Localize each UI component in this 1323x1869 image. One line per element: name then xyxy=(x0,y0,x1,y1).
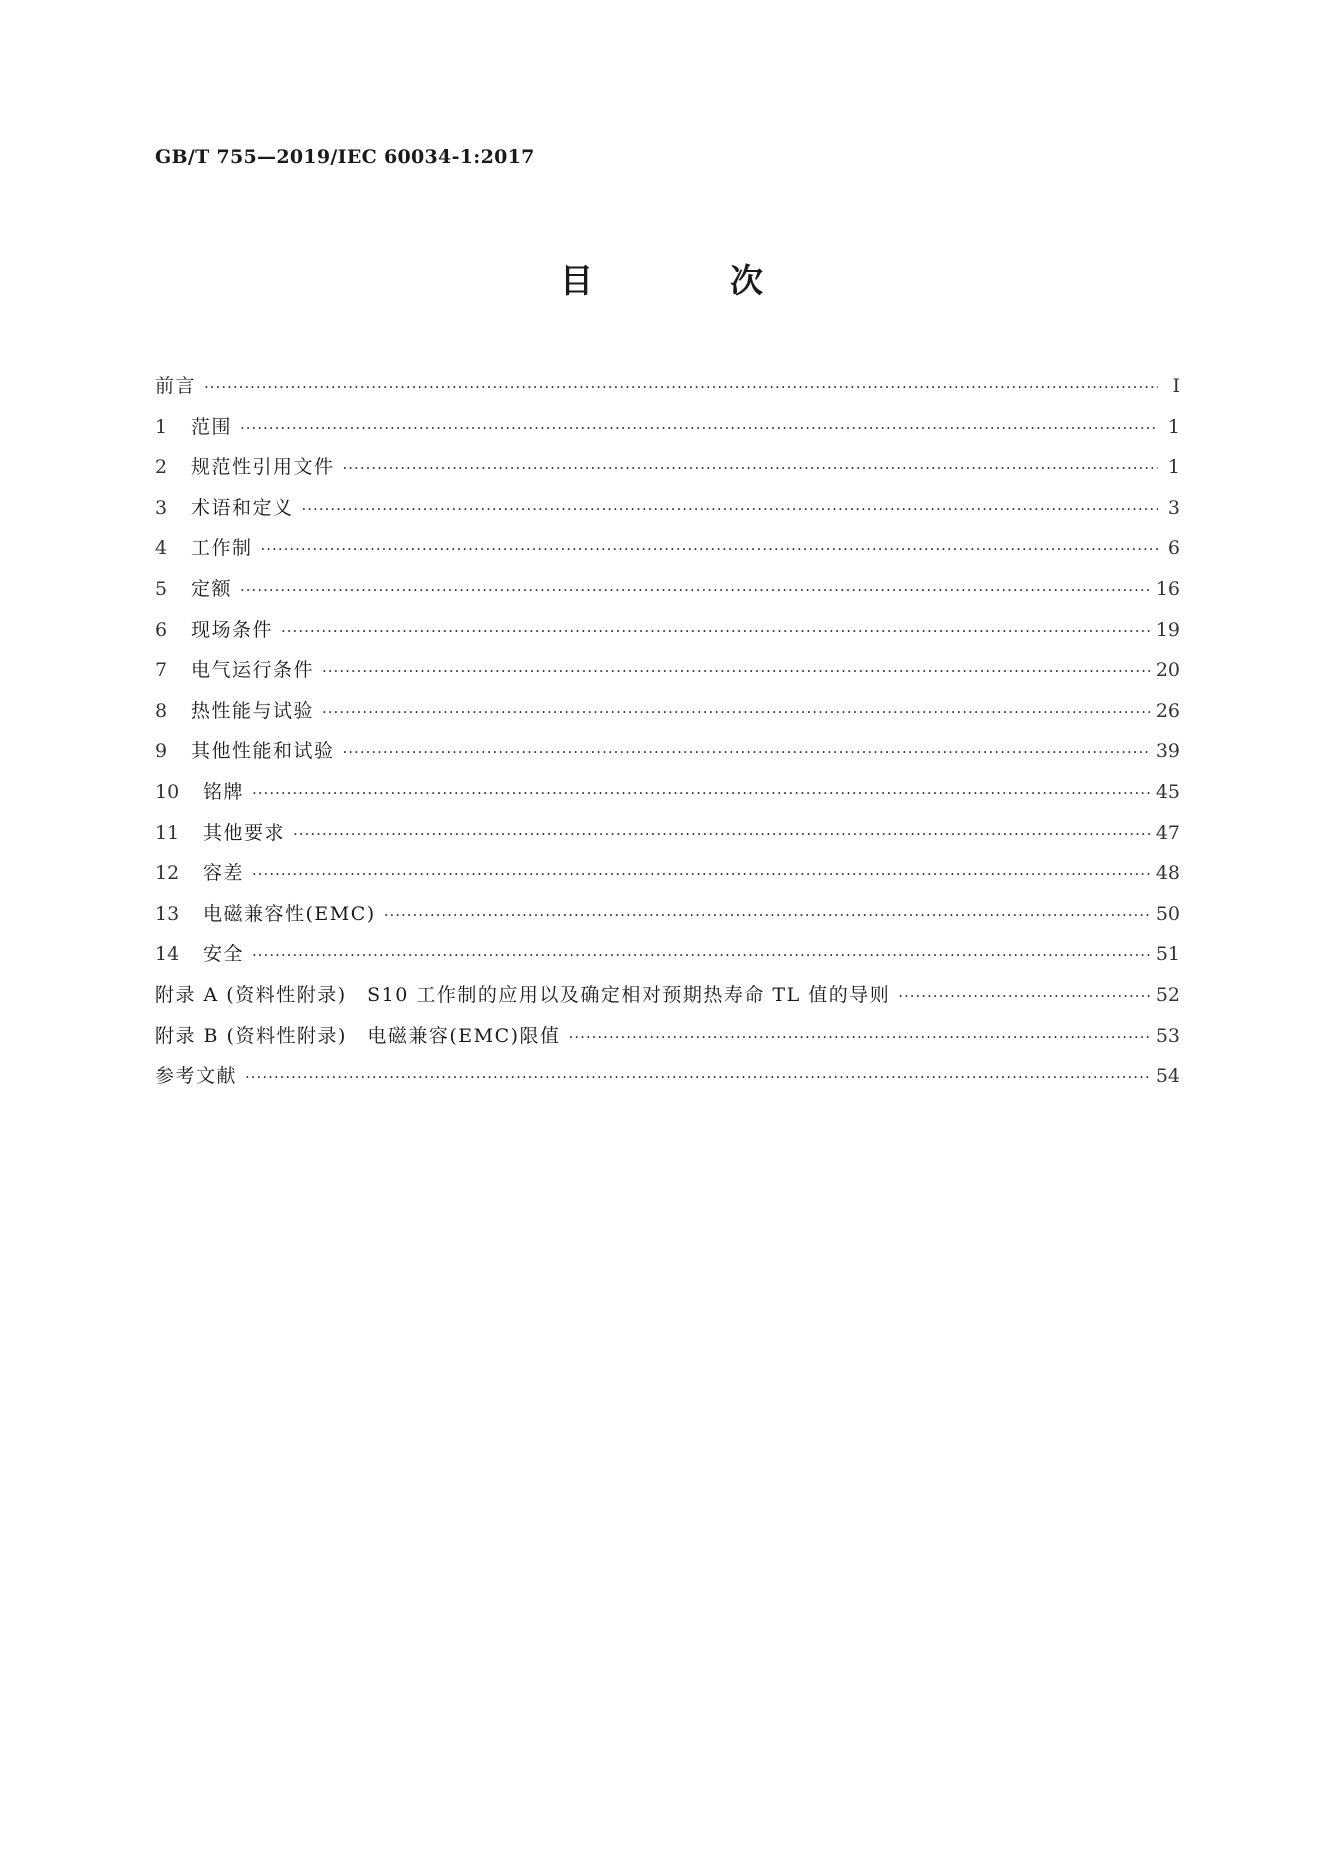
toc-entry-page: 48 xyxy=(1155,862,1180,885)
toc-entry-page: 26 xyxy=(1155,699,1180,722)
toc-entry-page: 50 xyxy=(1155,902,1180,925)
toc-entry-number: 13 xyxy=(155,902,180,925)
toc-entry-11[interactable] xyxy=(155,813,1180,854)
toc-entry-number: 2 xyxy=(155,456,168,479)
toc-list xyxy=(155,366,1180,1097)
toc-entry-page: 45 xyxy=(1155,780,1180,803)
toc-entry-page: 39 xyxy=(1155,740,1180,763)
toc-entry-annex-b[interactable] xyxy=(155,1016,1180,1057)
toc-entry-number: 14 xyxy=(155,943,180,966)
toc-entry-5[interactable] xyxy=(155,569,1180,610)
toc-entry-13[interactable] xyxy=(155,894,1180,935)
toc-entry-6[interactable] xyxy=(155,610,1180,651)
toc-entry-2[interactable] xyxy=(155,447,1180,488)
toc-entry-number: 10 xyxy=(155,780,180,803)
toc-entry-page: 53 xyxy=(1155,1024,1180,1047)
toc-entry-page: 20 xyxy=(1155,659,1180,682)
toc-entry-1[interactable] xyxy=(155,407,1180,448)
toc-leader-dots xyxy=(384,895,1150,936)
toc-entry-title: 规范性引用文件 xyxy=(191,456,335,479)
toc-entry-title: 附录 A (资料性附录) S10 工作制的应用以及确定相对预期热寿命 TL 值的导则 xyxy=(155,983,891,1006)
toc-entry-title: 其他要求 xyxy=(203,821,286,844)
toc-entry-title: 现场条件 xyxy=(191,618,274,641)
toc-leader-dots xyxy=(569,1017,1150,1058)
toc-leader-dots xyxy=(322,692,1150,733)
toc-entry-page: 51 xyxy=(1155,943,1180,966)
toc-entry-title: 电气运行条件 xyxy=(191,659,315,682)
toc-leader-dots xyxy=(252,935,1150,976)
toc-entry-number: 5 xyxy=(155,577,168,600)
toc-entry-title: 铭牌 xyxy=(203,780,245,803)
toc-entry-number: 8 xyxy=(155,699,168,722)
toc-entry-number: 1 xyxy=(155,415,168,438)
toc-entry-page: 16 xyxy=(1155,577,1180,600)
toc-entry-number: 3 xyxy=(155,496,168,519)
toc-leader-dots xyxy=(281,611,1150,652)
toc-entry-page: 54 xyxy=(1155,1065,1180,1088)
toc-entry-number: 6 xyxy=(155,618,168,641)
toc-entry-bibliography[interactable] xyxy=(155,1056,1180,1097)
toc-entry-title: 电磁兼容性(EMC) xyxy=(203,902,376,925)
toc-entry-title: 其他性能和试验 xyxy=(191,740,335,763)
toc-leader-dots xyxy=(302,489,1158,530)
toc-entry-page: Ⅰ xyxy=(1172,375,1180,397)
toc-leader-dots xyxy=(261,529,1158,570)
toc-entry-10[interactable] xyxy=(155,772,1180,813)
toc-leader-dots xyxy=(204,367,1158,408)
toc-entry-number: 9 xyxy=(155,740,168,763)
toc-entry-title: 参考文献 xyxy=(155,1065,238,1088)
toc-title: 目 次 xyxy=(560,261,815,300)
toc-entry-annex-a[interactable] xyxy=(155,975,1180,1016)
toc-leader-dots xyxy=(898,976,1150,1017)
toc-entry-title: 附录 B (资料性附录) 电磁兼容(EMC)限值 xyxy=(155,1024,561,1047)
toc-leader-dots xyxy=(245,1057,1150,1098)
toc-entry-9[interactable] xyxy=(155,731,1180,772)
toc-entry-title: 热性能与试验 xyxy=(191,699,315,722)
toc-leader-dots xyxy=(343,732,1150,773)
toc-entry-page: 3 xyxy=(1167,496,1180,519)
toc-entry-title: 范围 xyxy=(191,415,233,438)
toc-entry-7[interactable] xyxy=(155,650,1180,691)
toc-entry-title: 安全 xyxy=(203,943,245,966)
toc-entry-title: 定额 xyxy=(191,577,233,600)
toc-entry-page: 6 xyxy=(1167,537,1180,560)
toc-entry-page: 47 xyxy=(1155,821,1180,844)
toc-leader-dots xyxy=(293,814,1150,855)
toc-entry-number: 4 xyxy=(155,537,168,560)
toc-entry-14[interactable] xyxy=(155,934,1180,975)
toc-leader-dots xyxy=(252,854,1150,895)
toc-entry-title: 术语和定义 xyxy=(191,496,294,519)
toc-entry-preface[interactable] xyxy=(155,366,1180,407)
toc-entry-number: 11 xyxy=(155,821,180,844)
toc-leader-dots xyxy=(240,408,1158,449)
toc-entry-page: 1 xyxy=(1167,456,1180,479)
toc-entry-4[interactable] xyxy=(155,528,1180,569)
toc-leader-dots xyxy=(252,773,1150,814)
toc-entry-title: 容差 xyxy=(203,862,245,885)
toc-entry-title: 前言 xyxy=(155,375,197,397)
toc-entry-12[interactable] xyxy=(155,853,1180,894)
toc-entry-title: 工作制 xyxy=(191,537,253,560)
toc-entry-page: 19 xyxy=(1155,618,1180,641)
toc-leader-dots xyxy=(240,570,1150,611)
toc-entry-3[interactable] xyxy=(155,488,1180,529)
toc-entry-page: 1 xyxy=(1167,415,1180,438)
toc-entry-number: 7 xyxy=(155,659,168,682)
standard-code-header: GB/T 755—2019/IEC 60034-1:2017 xyxy=(155,146,535,168)
toc-entry-page: 52 xyxy=(1155,983,1180,1006)
toc-entry-8[interactable] xyxy=(155,691,1180,732)
toc-entry-number: 12 xyxy=(155,862,180,885)
toc-leader-dots xyxy=(322,651,1150,692)
toc-leader-dots xyxy=(343,448,1158,489)
